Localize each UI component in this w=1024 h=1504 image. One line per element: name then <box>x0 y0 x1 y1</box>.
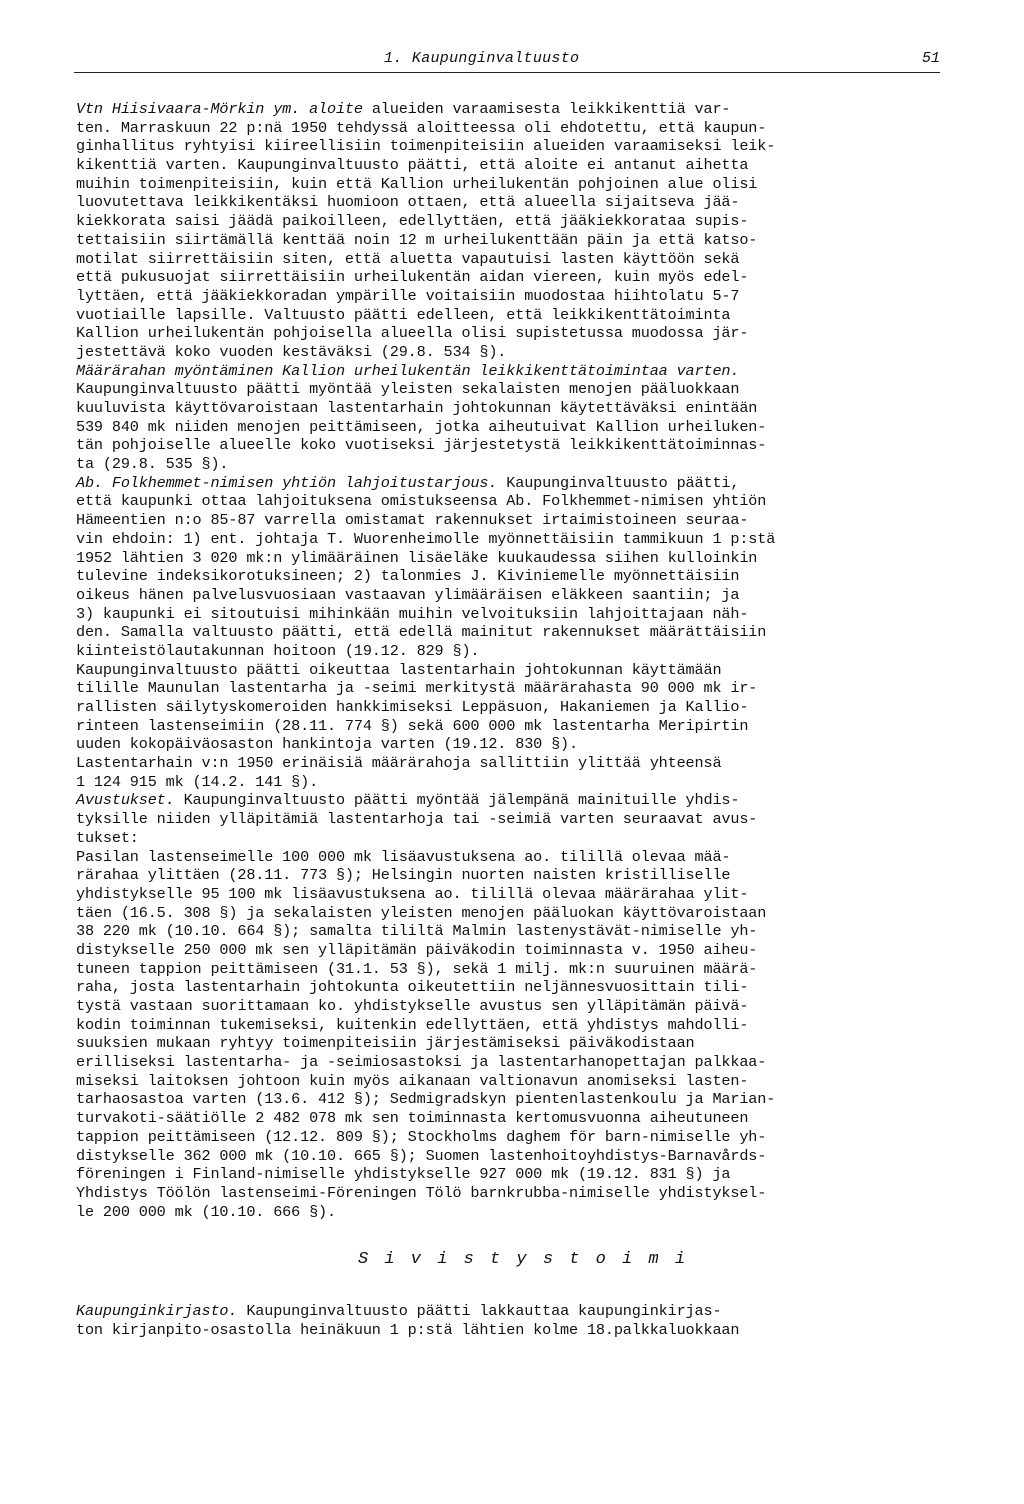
line-text: 1 124 915 mk (14.2. 141 §). <box>76 772 319 791</box>
text-line <box>76 231 956 250</box>
text-line <box>76 605 956 624</box>
line-text: luovutettava leikkikentäksi huomioon ottaen, että alueella sijaitseva jää- <box>76 193 740 212</box>
line-text: rärahaa ylittäen (28.11. 773 §); Helsingin nuorten naisten kristilliselle <box>76 866 731 885</box>
text-line <box>76 866 956 885</box>
line-text: tukset: <box>76 828 139 847</box>
text-line <box>76 549 956 568</box>
line-text: tarhaosastoa varten (13.6. 412 §); Sedmigradskyn pientenlastenkoulu ja Marian- <box>76 1090 776 1109</box>
text-line <box>76 1053 956 1072</box>
line-text: tettaisiin siirtämällä kenttää noin 12 m urheilukenttään päin ja että katso- <box>76 230 758 249</box>
line-text: tän pohjoiselle alueelle koko vuotiseksi järjestetystä leikkikenttätoiminnas- <box>76 436 767 455</box>
line-text: den. Samalla valtuusto päätti, että edellä mainitut rakennukset määrättäisiin <box>76 623 767 642</box>
line-text: alueiden varaamisesta leikkikenttiä var- <box>362 100 731 118</box>
text-line <box>76 941 956 960</box>
text-line <box>76 1302 956 1321</box>
text-line <box>76 343 956 362</box>
text-line <box>76 1147 956 1166</box>
text-line <box>76 492 956 511</box>
line-text: föreningen i Finland-nimiselle yhdistykselle 927 000 mk (19.12. 831 §) ja <box>76 1165 731 1184</box>
line-text: Hämeentien n:o 85-87 varrella omistamat rakennukset irtaimistoineen seuraa- <box>76 511 749 530</box>
text-line <box>76 100 956 119</box>
text-line <box>76 268 956 287</box>
line-text: ginhallitus ryhtyisi kiireellisiin toimenpiteisiin alueiden varaamiseksi leik- <box>76 137 776 156</box>
line-text: Kaupunginvaltuusto päätti myöntää yleisten sekalaisten menojen pääluokkaan <box>76 380 740 399</box>
text-line <box>76 829 956 848</box>
line-text: erilliseksi lastentarha- ja -seimiosastoksi ja lastentarhanopettajan palkkaa- <box>76 1053 767 1072</box>
line-text: ta (29.8. 535 §). <box>76 455 229 474</box>
line-text: turvakoti-säätiölle 2 482 078 mk sen toiminnasta kertomusvuonna aiheutuneen <box>76 1109 749 1128</box>
text-line <box>76 250 956 269</box>
text-line <box>76 1184 956 1203</box>
line-text: kikenttiä varten. Kaupunginvaltuusto päätti, että aloite ei antanut aihetta <box>76 156 749 175</box>
line-text: tilille Maunulan lastentarha ja -seimi merkitystä määrärahasta 90 000 mk ir- <box>76 679 758 698</box>
text-line <box>76 997 956 1016</box>
page-header <box>74 50 940 73</box>
line-text: yhdistykselle 95 100 mk lisäavustuksena ao. tilillä olevaa määrärahaa ylit- <box>76 884 749 903</box>
line-text: Kaupunginvaltuusto päätti oikeuttaa lastentarhain johtokunnan käyttämään <box>76 660 722 679</box>
text-line <box>76 717 956 736</box>
text-line <box>76 567 956 586</box>
line-text: jestettävä koko vuoden kestäväksi (29.8. 534 §). <box>76 342 507 361</box>
text-line <box>76 642 956 661</box>
text-line <box>76 530 956 549</box>
text-line <box>76 1165 956 1184</box>
text-line <box>76 1034 956 1053</box>
line-text: kuuluvista käyttövaroistaan lastentarhain johtokunnan käytettäväksi enintään <box>76 399 758 417</box>
paragraph-lead: Avustukset. <box>76 791 175 810</box>
paragraph-lead: Määrärahan myöntäminen Kallion urheilukentän leikkikenttätoimintaa varten. <box>76 361 740 380</box>
line-text: uuden kokopäiväosaston hankintoja varten (19.12. 830 §). <box>76 735 578 754</box>
line-text: Lastentarhain v:n 1950 erinäisiä määrärahoja sallittiin ylittää yhteensä <box>76 754 722 773</box>
line-text: distykselle 362 000 mk (10.10. 665 §); Suomen lastenhoitoyhdistys-Barnavårds- <box>76 1146 767 1165</box>
line-text: rinteen lastenseimiin (28.11. 774 §) sekä 600 000 mk lastentarha Meripirtin <box>76 716 749 735</box>
text-line <box>76 1203 956 1222</box>
text-line <box>76 960 956 979</box>
line-text: lyttäen, että jääkiekkoradan ympärille voitaisiin muodostaa hiihtolatu 5-7 <box>76 286 740 305</box>
line-text: muihin toimenpiteisiin, kuin että Kallion urheilukentän pohjoinen alue olisi <box>76 174 758 193</box>
text-line <box>76 810 956 829</box>
line-text: vin ehdoin: 1) ent. johtaja T. Wuorenheimolle myönnettäisiin tammikuun 1 p:stä <box>76 529 776 548</box>
text-line <box>76 754 956 773</box>
line-text: rallisten säilytyskomeroiden hankkimiseksi Leppäsuon, Hakaniemen ja Kallio- <box>76 698 749 716</box>
document-body <box>76 100 956 1221</box>
text-line <box>76 885 956 904</box>
text-line <box>76 324 956 343</box>
line-text: le 200 000 mk (10.10. 666 §). <box>76 1202 336 1221</box>
line-text: ten. Marraskuun 22 p:nä 1950 tehdyssä aloitteessa oli ehdotettu, että kaupun- <box>76 118 767 137</box>
line-text: Yhdistys Töölön lastenseimi-Föreningen Tölö barnkrubba-nimiselle yhdistyksel- <box>76 1183 767 1202</box>
text-line <box>76 661 956 680</box>
text-line <box>76 623 956 642</box>
paragraph-lead: Vtn Hiisivaara-Mörkin ym. aloite <box>76 100 363 118</box>
line-text: Pasilan lastenseimelle 100 000 mk lisäavustuksena ao. tilillä olevaa mää- <box>76 847 731 866</box>
text-line <box>76 119 956 138</box>
line-text: tystä vastaan suorittamaan ko. yhdistykselle avustus sen ylläpitämän päivä- <box>76 997 749 1015</box>
text-line <box>76 455 956 474</box>
text-line <box>76 773 956 792</box>
text-line <box>76 848 956 867</box>
text-line <box>76 193 956 212</box>
text-line <box>76 175 956 194</box>
paragraph-lead: Kaupunginkirjasto. <box>76 1302 238 1320</box>
text-line <box>76 1090 956 1109</box>
line-text: 539 840 mk niiden menojen peittämiseen, jotka aiheutuivat Kallion urheiluken- <box>76 417 767 436</box>
text-line <box>76 1016 956 1035</box>
text-line <box>76 1321 956 1340</box>
text-line <box>76 436 956 455</box>
line-text: täen (16.5. 308 §) ja sekalaisten yleisten menojen pääluokan käyttövaroistaan <box>76 903 767 922</box>
text-line <box>76 137 956 156</box>
text-line <box>76 586 956 605</box>
section-heading <box>358 1250 688 1269</box>
line-text: raha, josta lastentarhain johtokunta oikeutettiin neljännesvuosittain tili- <box>76 978 749 997</box>
line-text: tulevine indeksikorotuksineen; 2) talonmies J. Kiviniemelle myönnettäisiin <box>76 567 740 586</box>
line-text: 1952 lähtien 3 020 mk:n ylimääräinen lisäeläke kuukaudessa siihen kulloinkin <box>76 548 758 567</box>
line-text: tappion peittämiseen (12.12. 809 §); Stockholms daghem för barn-nimiselle yh- <box>76 1127 767 1146</box>
running-title: 1. Kaupunginvaltuusto <box>384 50 580 67</box>
text-line <box>76 735 956 754</box>
text-line <box>76 904 956 923</box>
paragraph-lead: Ab. Folkhemmet-nimisen yhtiön lahjoitustarjous. <box>76 473 498 492</box>
line-text: kiekkorata saisi jäädä paikoilleen, edellyttäen, että jääkiekkorataa supis- <box>76 212 749 231</box>
line-text: 3) kaupunki ei sitoutuisi mihinkään muihin velvoituksiin lahjoittajaan näh- <box>76 604 749 623</box>
section-heading-text: S i v i s t y s t o i m i <box>358 1250 689 1269</box>
text-line <box>76 306 956 325</box>
line-text: 38 220 mk (10.10. 664 §); samalta tililtä Malmin lastenystävät-nimiselle yh- <box>76 922 758 941</box>
line-text: että kaupunki ottaa lahjoituksena omistukseensa Ab. Folkhemmet-nimisen yhtiön <box>76 492 767 511</box>
line-text: Kaupunginvaltuusto päätti lakkauttaa kaupunginkirjas- <box>237 1302 722 1320</box>
text-line <box>76 978 956 997</box>
line-text: kiinteistölautakunnan hoitoon (19.12. 829 §). <box>76 641 480 660</box>
line-text: vuotiaille lapsille. Valtuusto päätti edelleen, että leikkikenttätoiminta <box>76 305 731 324</box>
text-line <box>76 212 956 231</box>
text-line <box>76 1109 956 1128</box>
line-text: miseksi laitoksen johtoon kuin myös aikanaan valtionavun anomiseksi lasten- <box>76 1071 749 1090</box>
text-line <box>76 1128 956 1147</box>
text-line <box>76 1072 956 1091</box>
text-line <box>76 362 956 381</box>
line-text: suuksien mukaan ryhtyy toimenpiteisiin järjestämiseksi päiväkodistaan <box>76 1034 695 1053</box>
line-text: Kaupunginvaltuusto päätti, <box>497 473 740 492</box>
text-line <box>76 474 956 493</box>
text-line <box>76 418 956 437</box>
line-text: Kallion urheilukentän pohjoisella alueella olisi supistetussa muodossa jär- <box>76 324 749 343</box>
line-text: Kaupunginvaltuusto päätti myöntää jälempänä mainituille yhdis- <box>174 791 740 810</box>
text-line <box>76 922 956 941</box>
line-text: oikeus hänen palvelusvuosiaan vastaavan ylimääräisen eläkkeen saantiin; ja <box>76 585 740 604</box>
text-line <box>76 511 956 530</box>
line-text: tuneen tappion peittämiseen (31.1. 53 §), sekä 1 milj. mk:n suuruinen määrä- <box>76 959 758 978</box>
text-line <box>76 287 956 306</box>
line-text: distykselle 250 000 mk sen ylläpitämän päiväkodin toiminnasta v. 1950 aiheu- <box>76 940 758 959</box>
line-text: tyksille niiden ylläpitämiä lastentarhoja tai -seimiä varten seuraavat avus- <box>76 810 758 829</box>
text-line <box>76 156 956 175</box>
page-number: 51 <box>921 50 940 67</box>
text-line <box>76 679 956 698</box>
line-text: ton kirjanpito-osastolla heinäkuun 1 p:stä lähtien kolme 18.palkkaluokkaan <box>76 1320 740 1339</box>
line-text: motilat siirrettäisiin siten, että aluetta vapautuisi lasten käyttöön sekä <box>76 249 740 268</box>
text-line <box>76 380 956 399</box>
text-line <box>76 791 956 810</box>
line-text: että pukusuojat siirrettäisiin urheilukentän aidan viereen, kuin myös edel- <box>76 268 749 287</box>
final-paragraph <box>76 1302 956 1339</box>
line-text: kodin toiminnan tukemiseksi, kuitenkin edellyttäen, että yhdistys mahdolli- <box>76 1015 749 1034</box>
text-line <box>76 399 956 418</box>
text-line <box>76 698 956 717</box>
